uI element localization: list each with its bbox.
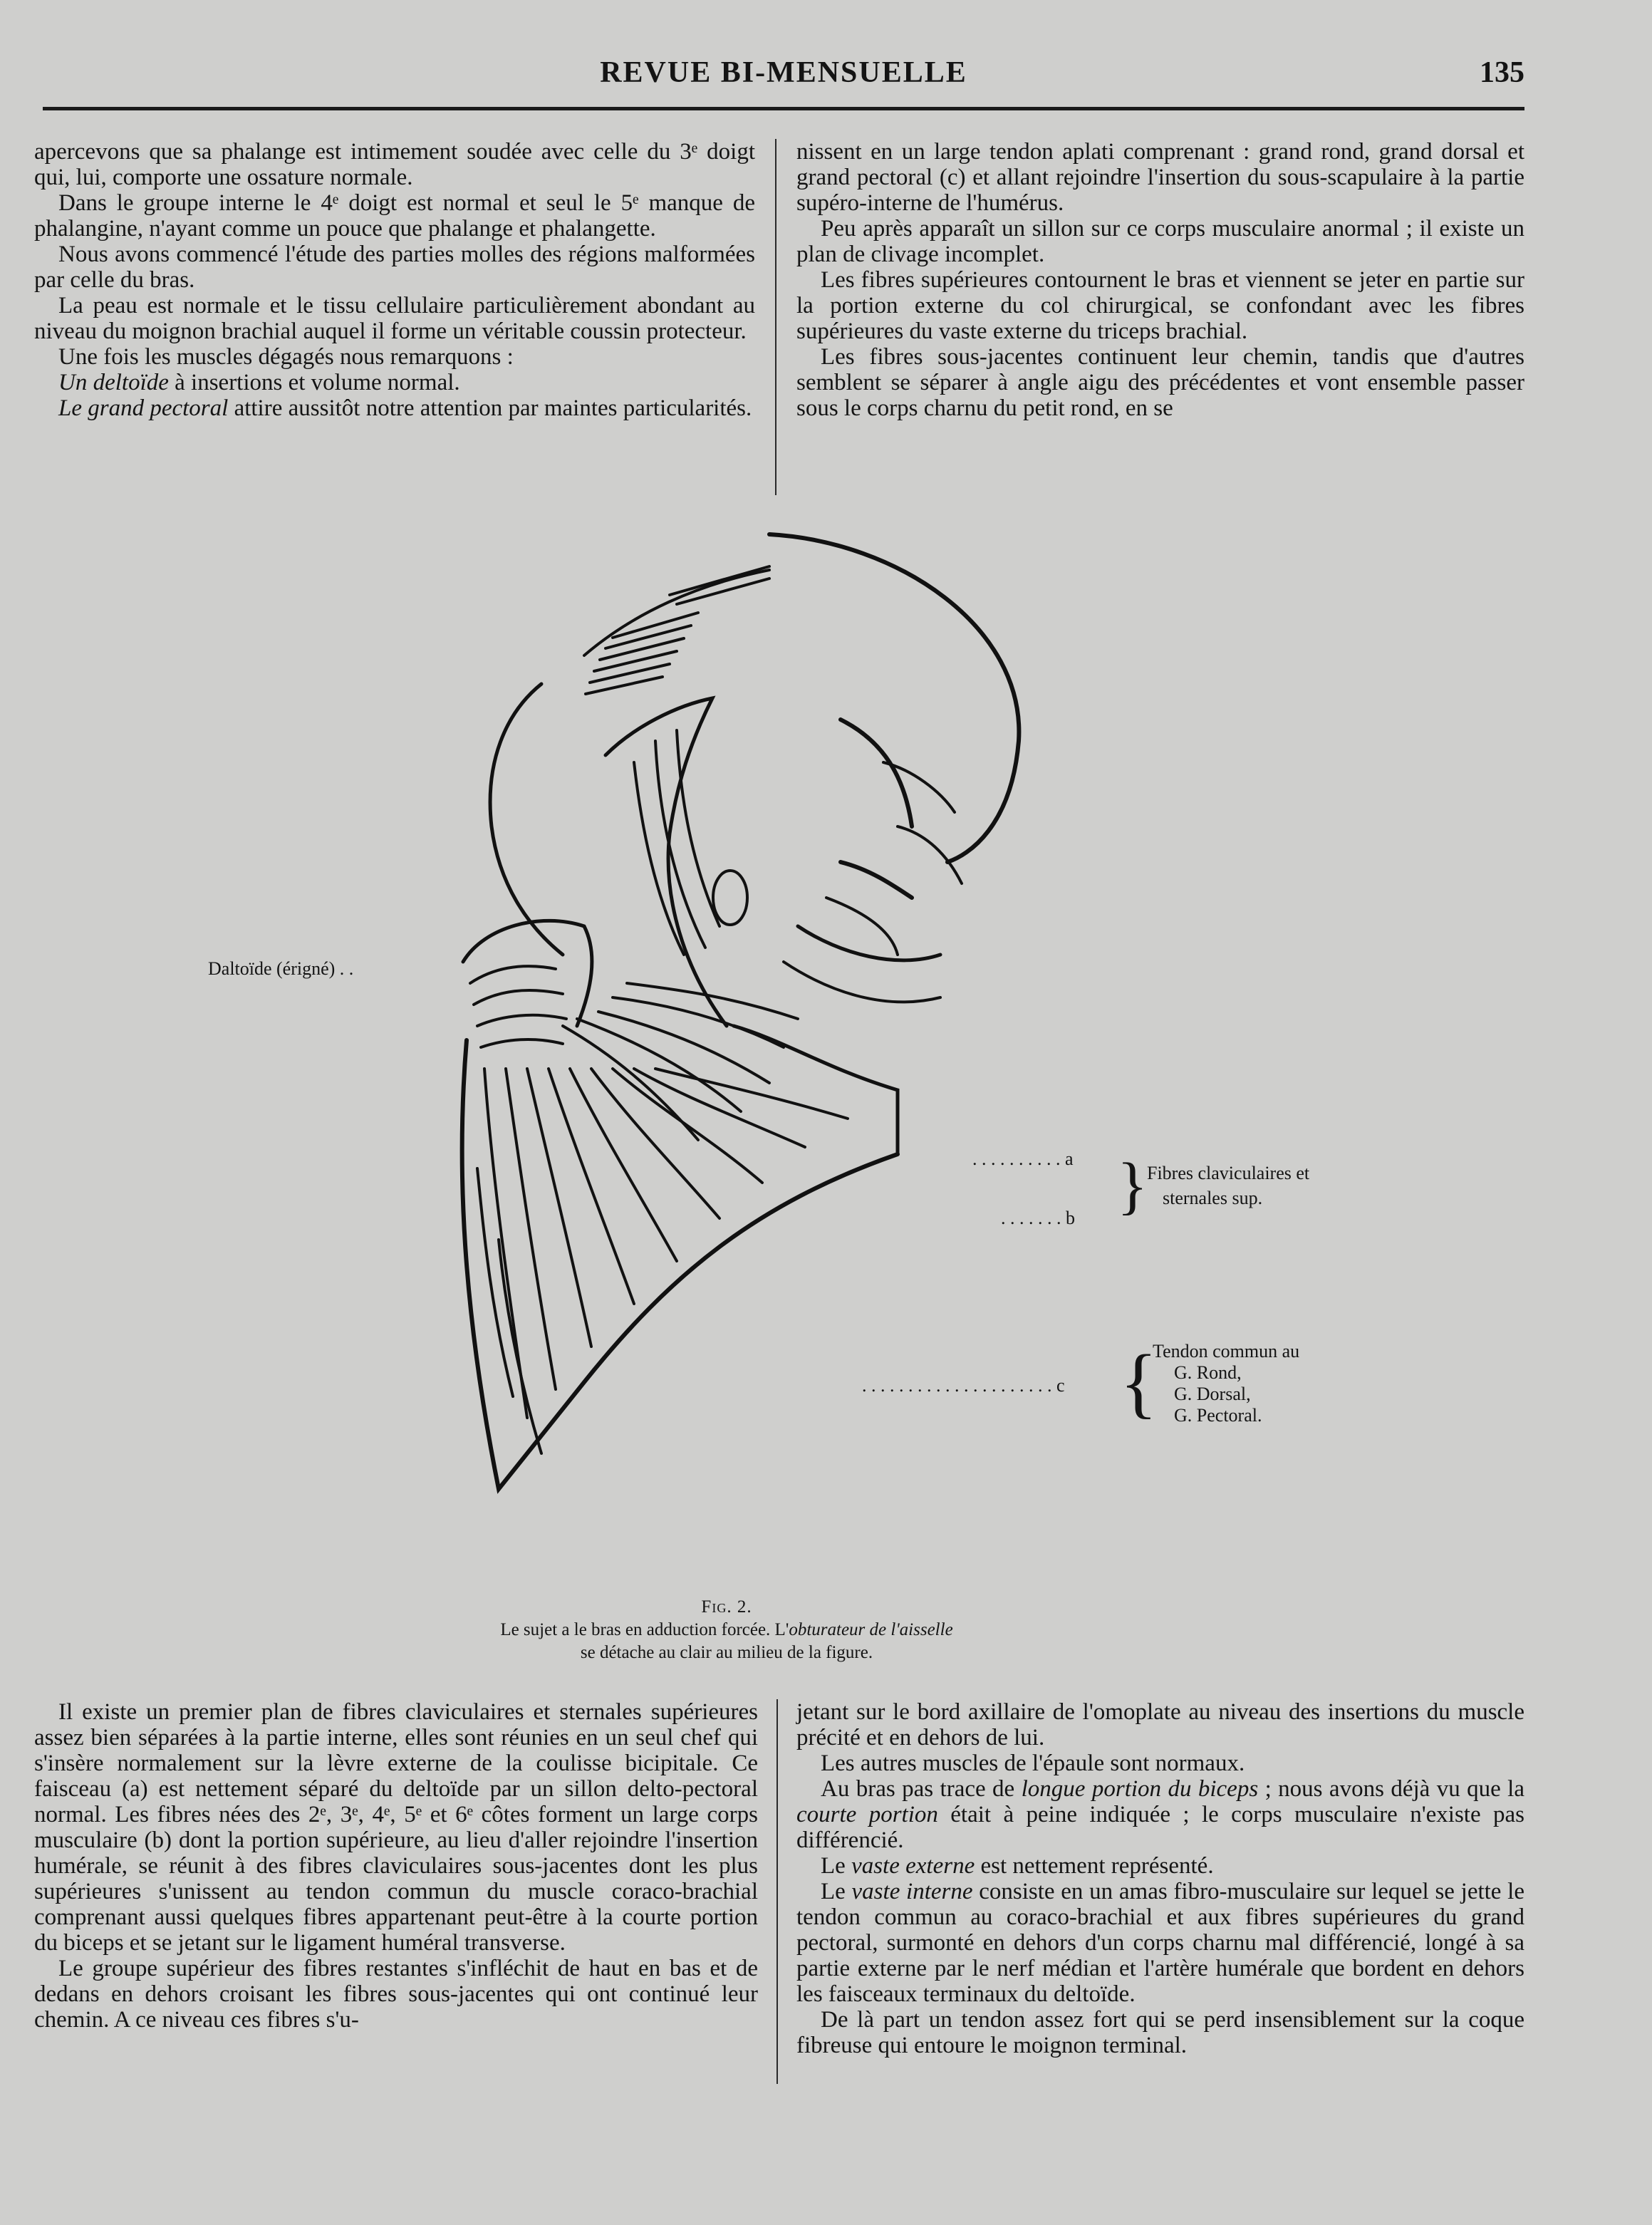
term-vaste-externe: vaste externe bbox=[851, 1853, 975, 1879]
column-divider bbox=[775, 139, 776, 495]
brace-tendon: { bbox=[1120, 1339, 1158, 1426]
top-left-column bbox=[34, 139, 755, 421]
paragraph: apercevons que sa phalange est intimement soudée avec celle du 3ᵉ doigt qui, lui, comporte une ossature normale. bbox=[34, 139, 755, 190]
label-a: . . . . . . . . . . a bbox=[972, 1148, 1074, 1169]
label-c: . . . . . . . . . . . . . . . . . . . . . c bbox=[862, 1375, 1065, 1396]
paragraph: Une fois les muscles dégagés nous remarquons : bbox=[58, 344, 514, 370]
anatomical-illustration bbox=[399, 527, 1040, 1596]
paragraph: Dans le groupe interne le 4ᵉ doigt est normal et seul le 5ᵉ manque de phalangine, n'ayant comme un pouce que phalange et phalangette. bbox=[34, 190, 755, 242]
label-fibres-line-2: sternales sup. bbox=[1163, 1188, 1263, 1208]
bottom-left-column bbox=[34, 1699, 758, 2033]
label-tendon-line-2: G. Rond, bbox=[1174, 1362, 1242, 1383]
text-span: ; nous avons déjà vu que la bbox=[1258, 1776, 1524, 1802]
paragraph: Nous avons commencé l'étude des parties molles des régions malformées par celle du bras. bbox=[34, 242, 755, 293]
text-span: Au bras pas trace de bbox=[821, 1776, 1022, 1802]
text-span: consiste en un amas fibro-musculaire sur lequel se jette le tendon commun au coraco-brachial et aux fibres supérieures du grand pectoral, surmonté en dehors d'un corps charnu mal différencié, longé à sa partie externe par le nerf médian et l'artère humérale que bordent en dehors les faisceaux terminaux du deltoïde. bbox=[796, 1879, 1524, 2007]
journal-title: REVUE BI-MENSUELLE bbox=[600, 56, 967, 89]
term-vaste-interne: vaste interne bbox=[851, 1879, 973, 1904]
term-grand-pectoral: Le grand pectoral bbox=[58, 395, 229, 421]
term-courte-portion: courte portion bbox=[796, 1802, 938, 1827]
paragraph: jetant sur le bord axillaire de l'omoplate au niveau des insertions du muscle précité et en dehors de lui. bbox=[796, 1699, 1524, 1751]
paragraph: De là part un tendon assez fort qui se perd insensiblement sur la coque fibreuse qui entoure le moignon terminal. bbox=[796, 2007, 1524, 2058]
brace-fibres: } bbox=[1117, 1151, 1148, 1221]
page-header bbox=[43, 56, 1524, 105]
paragraph: Le groupe supérieur des fibres restantes s'infléchit de haut en bas et de dedans en dehors croisant les fibres sous-jacentes qui ont continué leur chemin. A ce niveau ces fibres s'u- bbox=[34, 1956, 758, 2033]
text-span: Le bbox=[821, 1879, 852, 1904]
bottom-right-column bbox=[796, 1699, 1524, 2058]
paragraph: La peau est normale et le tissu cellulaire particulièrement abondant au niveau du moignon brachial auquel il forme un véritable coussin protecteur. bbox=[34, 293, 755, 344]
caption-line-2: se détache au clair au milieu de la figure. bbox=[580, 1643, 873, 1662]
label-tendon-line-1: Tendon commun au bbox=[1153, 1341, 1300, 1362]
caption-line-1 bbox=[342, 1619, 1111, 1641]
term-longue-portion: longue portion du biceps bbox=[1021, 1776, 1259, 1802]
label-tendon-line-4: G. Pectoral. bbox=[1174, 1405, 1262, 1426]
figure-caption bbox=[342, 1596, 1111, 1664]
paragraph: nissent en un large tendon aplati comprenant : grand rond, grand dorsal et grand pectoral (c) et allant rejoindre l'insertion du sous-scapulaire à la partie supéro-interne de l'humérus. bbox=[796, 139, 1524, 216]
column-divider bbox=[776, 1699, 778, 2084]
label-deltoide: Daltoïde (érigné) . . bbox=[208, 958, 354, 979]
paragraph: Les fibres supérieures contournent le bras et viennent se jeter en partie sur la portion externe du col chirurgical, se confondant avec les fibres supérieures du vaste externe du triceps brachial. bbox=[796, 267, 1524, 344]
text-span: Le sujet a le bras en adduction forcée. L' bbox=[500, 1620, 789, 1639]
text-span: était à peine indiquée ; le corps musculaire n'existe pas différencié. bbox=[796, 1802, 1524, 1853]
label-b: . . . . . . . b bbox=[1001, 1208, 1075, 1228]
text-span: attire aussitôt notre attention par maintes particularités. bbox=[228, 395, 752, 421]
paragraph bbox=[796, 1879, 1524, 2007]
paragraph-deltoide bbox=[34, 370, 755, 395]
paragraph: Il existe un premier plan de fibres claviculaires et sternales supérieures assez bien séparées à la partie interne, elles sont réunies en un seul chef qui s'insère normalement sur la lèvre externe de la coulisse bicipitale. Ce faisceau (a) est nettement séparé du deltoïde par un sillon delto-pectoral normal. Les fibres nées des 2ᵉ, 3ᵉ, 4ᵉ, 5ᵉ et 6ᵉ côtes forment un large corps musculaire (b) dont la portion supérieure, au lieu d'aller rejoindre l'insertion humérale, se réunit à des fibres claviculaires sous-jacentes dont les plus supérieures s'unissent au tendon commun du muscle coraco-brachial comprenant aussi quelques fibres appartenant peut-être à la courte portion du biceps et se jetant sur le ligament huméral transverse. bbox=[34, 1699, 758, 1956]
paragraph bbox=[796, 1853, 1524, 1879]
paragraph: Les fibres sous-jacentes continuent leur chemin, tandis que d'autres semblent se séparer à angle aigu des précédentes et vont ensemble passer sous le corps charnu du petit rond, en se bbox=[796, 344, 1524, 421]
label-fibres-line-1: Fibres claviculaires et bbox=[1147, 1163, 1310, 1183]
paragraph: Les autres muscles de l'épaule sont normaux. bbox=[821, 1751, 1245, 1776]
term-deltoide: Un deltoïde bbox=[58, 370, 169, 395]
text-span: est nettement représenté. bbox=[975, 1853, 1214, 1879]
paragraph: Peu après apparaît un sillon sur ce corps musculaire anormal ; il existe un plan de clivage incomplet. bbox=[796, 216, 1524, 267]
label-tendon-line-3: G. Dorsal, bbox=[1174, 1384, 1251, 1404]
paragraph bbox=[796, 1776, 1524, 1853]
text-span: obturateur de l'aisselle bbox=[789, 1620, 953, 1639]
header-rule bbox=[43, 107, 1524, 110]
text-span: Le bbox=[821, 1853, 852, 1879]
text-span: à insertions et volume normal. bbox=[168, 370, 460, 395]
paragraph-pectoral bbox=[34, 395, 755, 421]
top-right-column bbox=[796, 139, 1524, 421]
figure-number: Fig. 2. bbox=[701, 1597, 752, 1617]
page-number: 135 bbox=[1480, 56, 1524, 89]
